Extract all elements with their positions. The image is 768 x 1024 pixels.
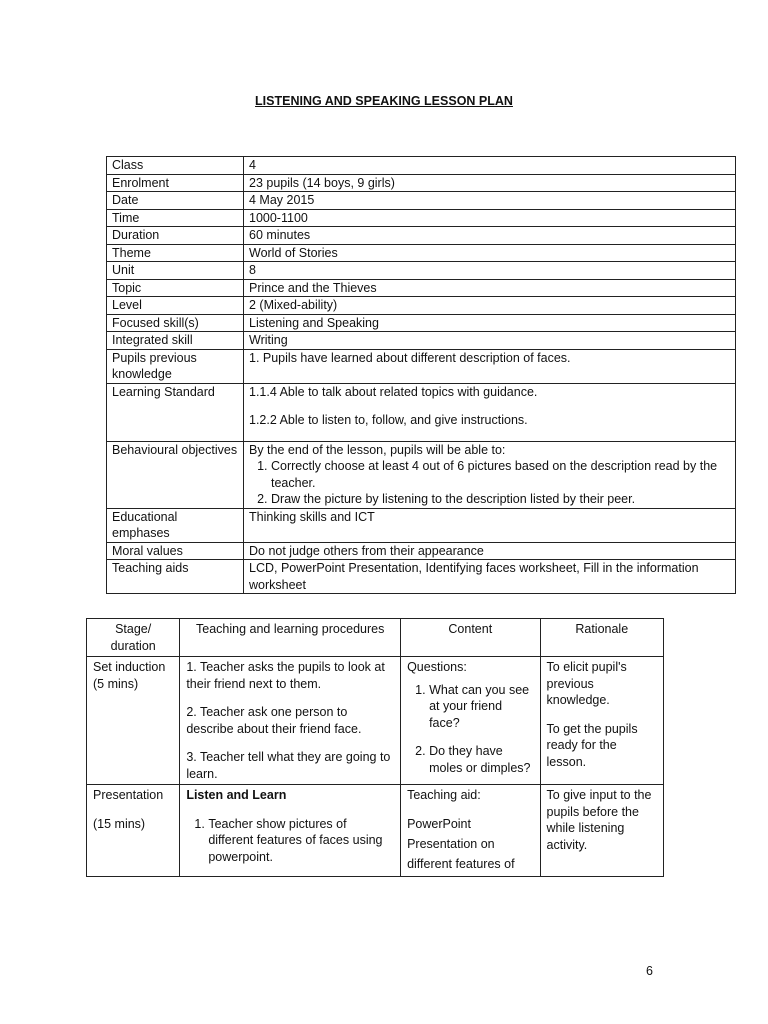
- info-row: [107, 332, 736, 350]
- info-label: Date: [107, 192, 244, 210]
- procedure-header-row: [87, 619, 664, 657]
- info-row: [107, 279, 736, 297]
- info-label: Unit: [107, 262, 244, 280]
- objectives-row: [107, 441, 736, 508]
- info-row: [107, 508, 736, 542]
- question-item: 1. What can you see at your friend face?: [429, 682, 533, 732]
- presentation-procedures-cell: [180, 785, 401, 877]
- header-content: Content: [401, 619, 540, 657]
- header-stage: Stage/ duration: [87, 619, 180, 657]
- info-value: Thinking skills and ICT: [244, 508, 736, 542]
- stage-duration: (5 mins): [93, 676, 139, 691]
- info-label: Pupils previous knowledge: [107, 349, 244, 383]
- rationale-text: To get the pupils ready for the lesson.: [546, 721, 638, 769]
- learning-standard-cell: [244, 383, 736, 441]
- info-label: Level: [107, 297, 244, 315]
- document-title: LISTENING AND SPEAKING LESSON PLAN: [255, 94, 513, 108]
- info-label: Duration: [107, 227, 244, 245]
- objective-item: 1. Correctly choose at least 4 out of 6 pictures based on the description read by the teacher.: [271, 458, 730, 491]
- lesson-info-table: [106, 156, 736, 594]
- rationale-text: To elicit pupil's previous knowledge.: [546, 660, 627, 707]
- info-label: Focused skill(s): [107, 314, 244, 332]
- info-label: Time: [107, 209, 244, 227]
- presentation-row: [87, 785, 664, 877]
- objectives-list: [249, 458, 730, 508]
- procedure-step: 1. Teacher show pictures of different features of faces using powerpoint.: [208, 816, 394, 866]
- info-value: 2 (Mixed-ability): [244, 297, 736, 315]
- info-value: LCD, PowerPoint Presentation, Identifying faces worksheet, Fill in the information worksheet: [244, 560, 736, 594]
- info-row: [107, 192, 736, 210]
- presentation-stage-cell: [87, 785, 180, 877]
- header-procedures: Teaching and learning procedures: [180, 619, 401, 657]
- rationale-text: To give input to the pupils before the while listening activity.: [546, 788, 652, 852]
- question-list: [407, 682, 533, 777]
- question-item: 2. Do they have moles or dimples?: [429, 743, 533, 776]
- info-label: Class: [107, 157, 244, 175]
- set-induction-stage-cell: [87, 657, 180, 785]
- activity-heading: Listen and Learn: [186, 788, 287, 802]
- info-row: [107, 174, 736, 192]
- objective-item: 2. Draw the picture by listening to the description listed by their peer.: [271, 491, 730, 508]
- info-row: [107, 209, 736, 227]
- info-value: 8: [244, 262, 736, 280]
- info-value: 4: [244, 157, 736, 175]
- standard-item: 1.1.4 Able to talk about related topics with guidance.: [249, 384, 538, 399]
- set-induction-row: [87, 657, 664, 785]
- content-label: Teaching aid:: [407, 788, 481, 802]
- page-number: 6: [646, 964, 653, 978]
- info-value: 1. Pupils have learned about different description of faces.: [244, 349, 736, 383]
- stage-name: Set induction: [93, 660, 166, 674]
- presentation-content-cell: [401, 785, 540, 877]
- info-row: [107, 349, 736, 383]
- info-row: [107, 314, 736, 332]
- stage-duration: (15 mins): [93, 816, 146, 831]
- objectives-cell: [244, 441, 736, 508]
- info-row: [107, 542, 736, 560]
- procedure-step: 1. Teacher asks the pupils to look at their friend next to them.: [186, 660, 385, 691]
- info-row: [107, 227, 736, 245]
- info-label: Topic: [107, 279, 244, 297]
- info-row: [107, 157, 736, 175]
- info-value: 23 pupils (14 boys, 9 girls): [244, 174, 736, 192]
- standard-item: 1.2.2 Able to listen to, follow, and give instructions.: [249, 413, 528, 427]
- header-rationale: Rationale: [540, 619, 663, 657]
- objectives-intro: By the end of the lesson, pupils will be able to:: [249, 442, 506, 457]
- info-row: [107, 262, 736, 280]
- info-label: Integrated skill: [107, 332, 244, 350]
- info-label: Educational emphases: [107, 508, 244, 542]
- info-value: 60 minutes: [244, 227, 736, 245]
- presentation-step-list: [186, 816, 394, 866]
- info-row: [107, 297, 736, 315]
- presentation-rationale-cell: [540, 785, 663, 877]
- info-value: World of Stories: [244, 244, 736, 262]
- learning-standard-row: [107, 383, 736, 441]
- procedure-step: 3. Teacher tell what they are going to learn.: [186, 750, 391, 781]
- info-value: Prince and the Thieves: [244, 279, 736, 297]
- info-value: Do not judge others from their appearance: [244, 542, 736, 560]
- procedure-step: 2. Teacher ask one person to describe about their friend face.: [186, 705, 362, 736]
- info-value: Writing: [244, 332, 736, 350]
- info-value: 4 May 2015: [244, 192, 736, 210]
- info-label: Learning Standard: [107, 383, 244, 441]
- info-value: 1000-1100: [244, 209, 736, 227]
- content-label: Questions:: [407, 660, 467, 674]
- info-label: Moral values: [107, 542, 244, 560]
- info-row: [107, 560, 736, 594]
- stage-name: Presentation: [93, 788, 164, 802]
- info-label: Enrolment: [107, 174, 244, 192]
- info-value: Listening and Speaking: [244, 314, 736, 332]
- procedure-table: [86, 618, 664, 877]
- info-label: Behavioural objectives: [107, 441, 244, 508]
- set-induction-rationale-cell: [540, 657, 663, 785]
- set-induction-content-cell: [401, 657, 540, 785]
- set-induction-procedures-cell: [180, 657, 401, 785]
- info-row: [107, 244, 736, 262]
- info-label: Teaching aids: [107, 560, 244, 594]
- content-text: PowerPoint Presentation on different features of: [407, 816, 515, 871]
- info-label: Theme: [107, 244, 244, 262]
